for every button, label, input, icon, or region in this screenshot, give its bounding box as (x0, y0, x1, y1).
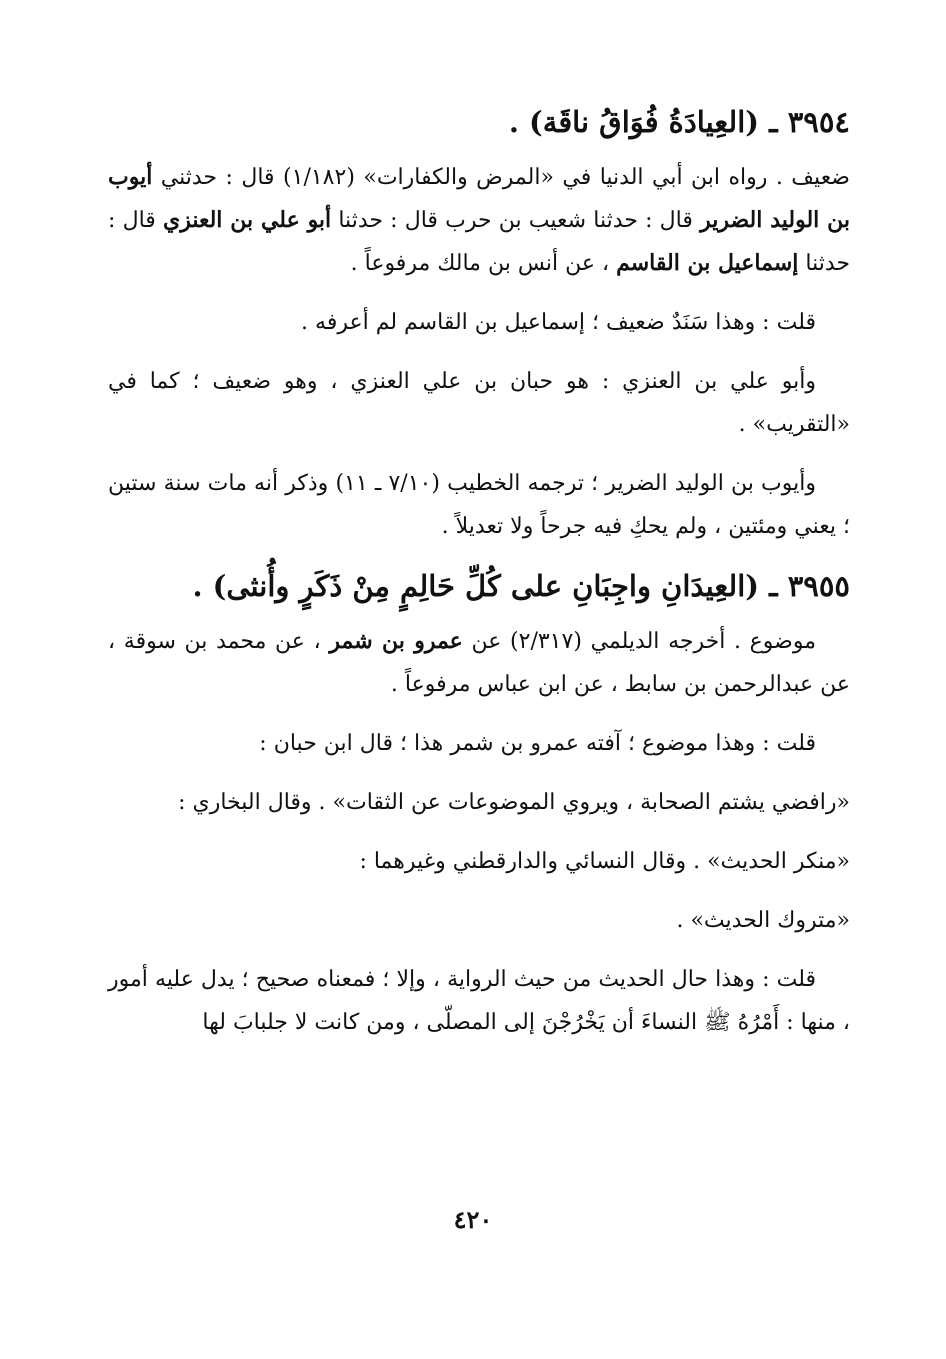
entry-3955-paragraph-3: «رافضي يشتم الصحابة ، ويروي الموضوعات عن الثقات» . وقال البخاري : (178, 790, 850, 815)
entry-3954-p1-text-3: قال : حدثنا (108, 208, 850, 276)
entry-3955-p1-text-1: موضوع . أخرجه الديلمي (٢/٣١٧) عن (462, 629, 816, 654)
entry-3955-p1-bold-1: عمرو بن شمر (329, 628, 463, 654)
page-body (108, 100, 850, 1060)
entry-3955-heading: ٣٩٥٥ ـ (العِيدَانِ واجِبَانِ على كُلِّ حَالِمٍ مِنْ ذَكَرٍ وأُنثى) . (192, 569, 850, 603)
entry-3954-p1-bold-2: أبو علي بن العنزي (162, 207, 332, 233)
entry-3954-p1-bold-1: أيوب بن الوليد الضرير (108, 164, 850, 233)
entry-3955-paragraph-4: «منكر الحديث» . وقال النسائي والدارقطني وغيرهما : (359, 849, 850, 874)
entry-3954-heading: ٣٩٥٤ ـ (العِيادَةُ فُوَاقُ ناقَة) . (508, 105, 850, 139)
entry-3955-paragraph-6: قلت : وهذا حال الحديث من حيث الرواية ، وإلا ؛ فمعناه صحيح ؛ يدل عليه أمور ، منها : أَمْرُهُ ﷺ النساءَ أن يَخْرُجْنَ إلى المصلّى ، ومن كانت لا جلبابَ لها (108, 967, 850, 1035)
entry-3955-paragraph-1 (108, 620, 850, 706)
entry-3954-paragraph-1 (108, 156, 850, 285)
entry-3955-p1-text-2: ، عن محمد بن سوقة ، عن عبدالرحمن بن سابط ، عن ابن عباس مرفوعاً . (108, 629, 850, 697)
entry-3954-p1-text-4: ، عن أنس بن مالك مرفوعاً . (350, 251, 617, 276)
entry-3955-paragraph-5: «متروك الحديث» . (676, 908, 850, 933)
entry-3954-p1-text-1: ضعيف . رواه ابن أبي الدنيا في «المرض والكفارات» (١/١٨٢) قال : حدثني (160, 165, 850, 190)
page-number: ٤٢٠ (453, 1205, 493, 1234)
entry-3954-paragraph-4: وأيوب بن الوليد الضرير ؛ ترجمه الخطيب (٧/١٠ ـ ١١) وذكر أنه مات سنة ستين ؛ يعني ومئتين ، ولم يحكِ فيه جرحاً ولا تعديلاً . (108, 471, 850, 539)
entry-3954-paragraph-2: قلت : وهذا سَنَدٌ ضعيف ؛ إسماعيل بن القاسم لم أعرفه . (301, 310, 816, 335)
entry-3954-p1-text-2: قال : حدثنا شعيب بن حرب قال : حدثنا (331, 208, 701, 233)
entry-3955-paragraph-2: قلت : وهذا موضوع ؛ آفته عمرو بن شمر هذا ؛ قال ابن حبان : (259, 731, 816, 756)
entry-3954-paragraph-3: وأبو علي بن العنزي : هو حبان بن علي العنزي ، وهو ضعيف ؛ كما في «التقريب» . (108, 369, 850, 437)
entry-3954-p1-bold-3: إسماعيل بن القاسم (616, 250, 799, 276)
